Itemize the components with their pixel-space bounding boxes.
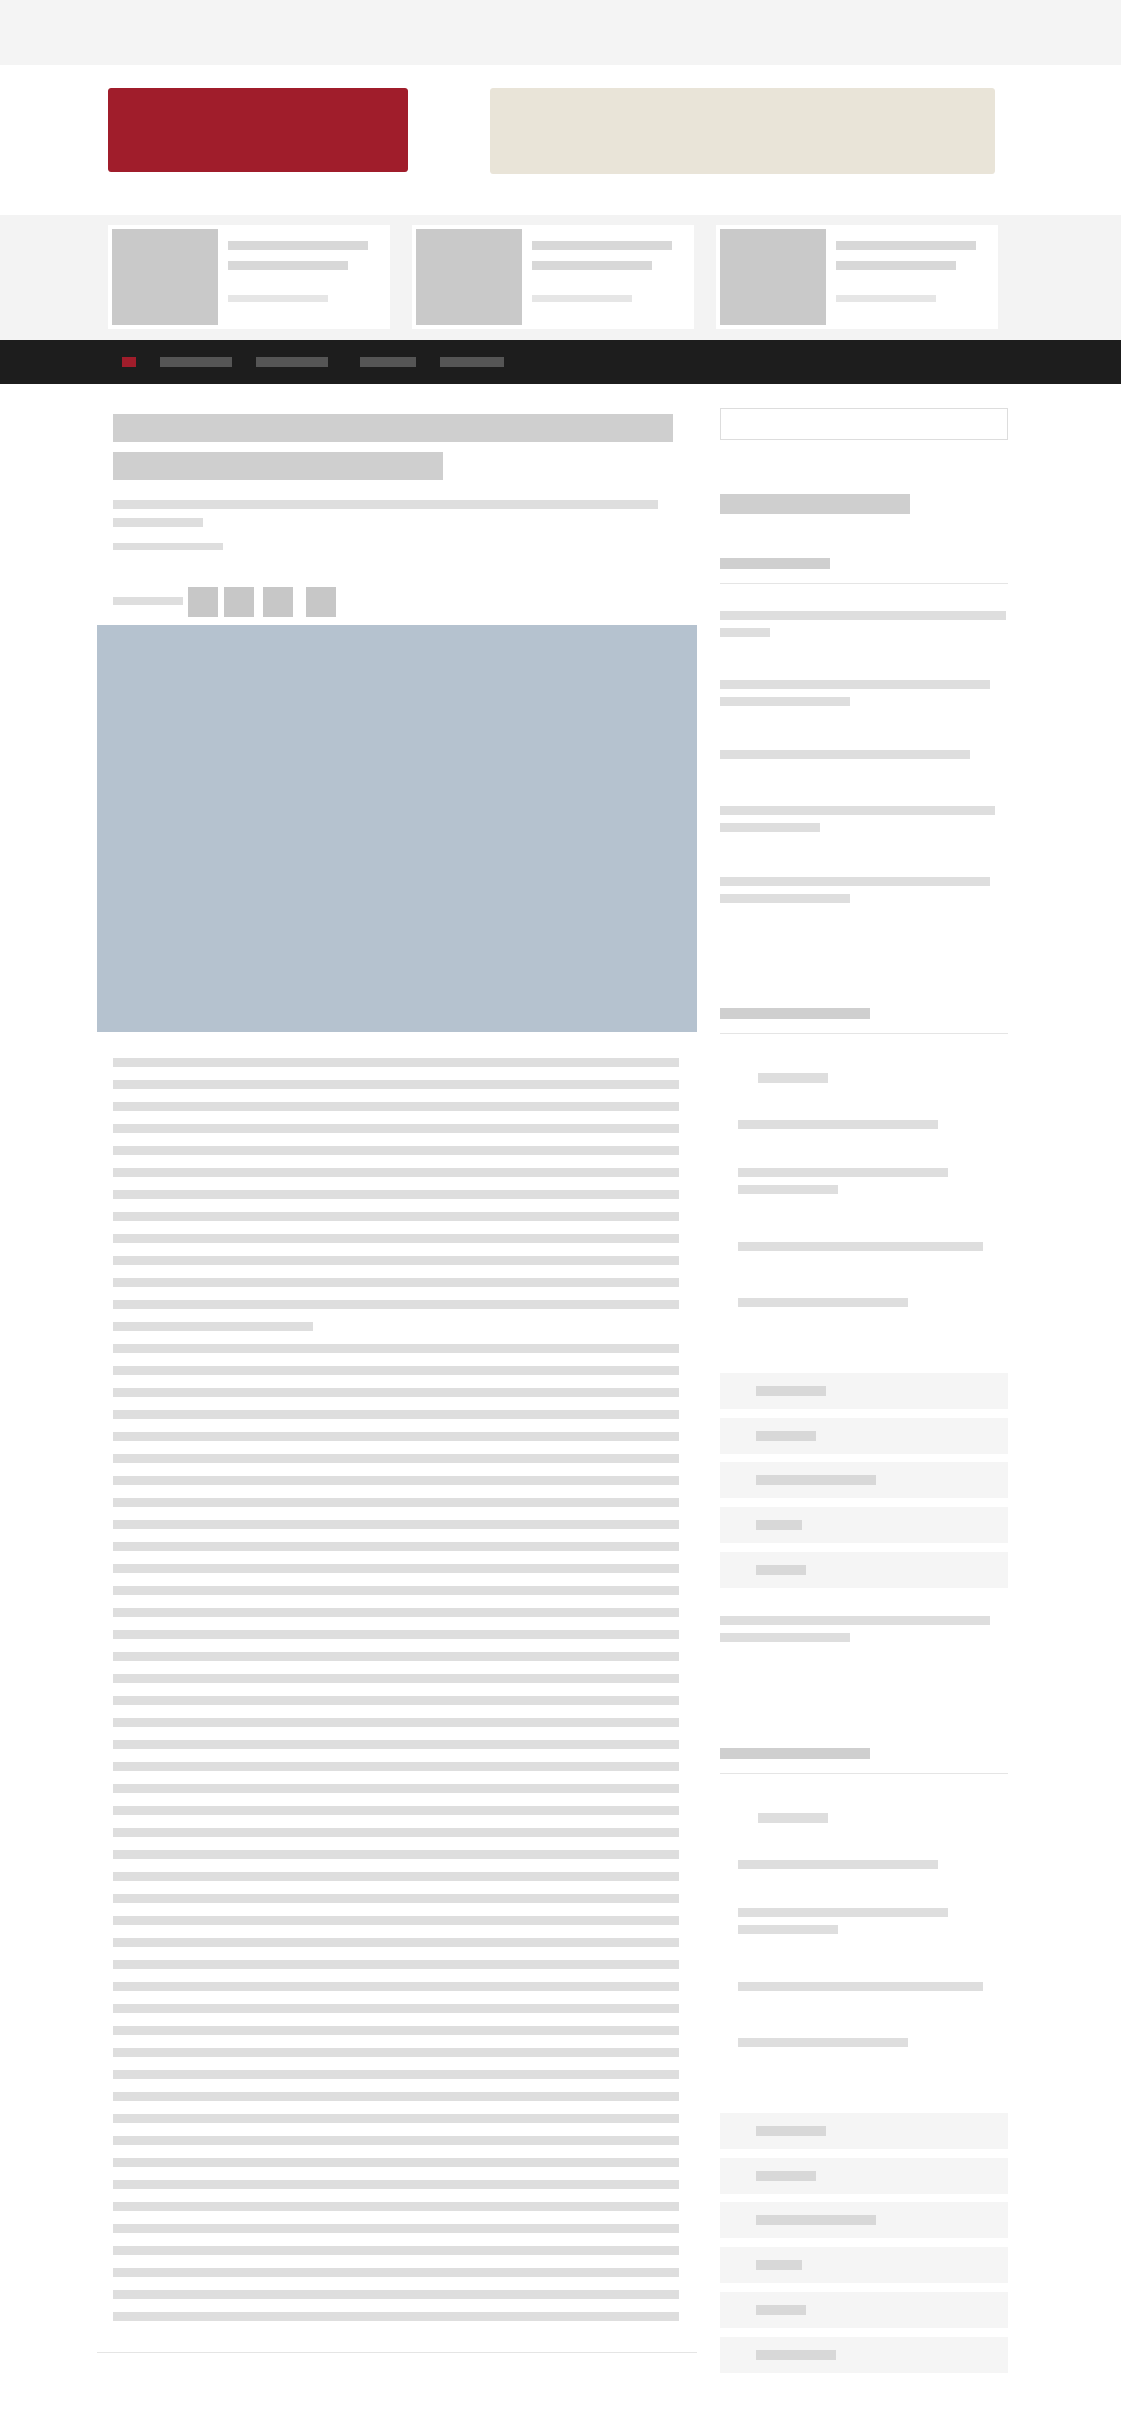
category-row[interactable]: [720, 2158, 1008, 2194]
list-item[interactable]: [738, 1908, 948, 1917]
list-item[interactable]: [720, 750, 970, 759]
teaser-card[interactable]: [716, 225, 998, 329]
list-item[interactable]: [720, 680, 990, 689]
ad-banner[interactable]: [490, 88, 995, 174]
teaser-card[interactable]: [412, 225, 694, 329]
list-item[interactable]: [738, 1860, 938, 1869]
article-title: [113, 414, 673, 442]
section-heading: [720, 558, 830, 569]
list-item[interactable]: [738, 1298, 908, 1307]
list-item[interactable]: [720, 894, 850, 903]
article-subtitle: [113, 518, 203, 527]
nav-logo-icon[interactable]: [122, 357, 136, 367]
sidebar-title[interactable]: [720, 494, 910, 514]
category-title[interactable]: [758, 1073, 828, 1083]
teaser-card[interactable]: [108, 225, 390, 329]
article-end-divider: [97, 2352, 697, 2353]
list-item[interactable]: [720, 877, 990, 886]
search-input[interactable]: [720, 408, 1008, 440]
category-row[interactable]: [720, 2337, 1008, 2373]
main-nav: [0, 340, 1121, 384]
list-item[interactable]: [720, 1633, 850, 1642]
list-item[interactable]: [738, 2038, 908, 2047]
list-item[interactable]: [738, 1925, 838, 1934]
list-item[interactable]: [738, 1242, 983, 1251]
divider: [720, 1773, 1008, 1774]
list-item[interactable]: [720, 611, 1006, 620]
divider: [720, 583, 1008, 584]
section-heading: [720, 1008, 870, 1019]
category-row[interactable]: [720, 2113, 1008, 2149]
nav-item[interactable]: [160, 357, 232, 367]
article-image: [97, 625, 697, 1032]
nav-item[interactable]: [256, 357, 328, 367]
category-row[interactable]: [720, 1507, 1008, 1543]
list-item[interactable]: [720, 628, 770, 637]
nav-item[interactable]: [360, 357, 416, 367]
category-row[interactable]: [720, 2247, 1008, 2283]
section-heading: [720, 1748, 870, 1759]
share-label: [113, 597, 183, 605]
category-row[interactable]: [720, 2292, 1008, 2328]
list-item[interactable]: [738, 1168, 948, 1177]
list-item[interactable]: [720, 1616, 990, 1625]
share-twitter-button[interactable]: [224, 587, 254, 617]
share-google-button[interactable]: [263, 587, 293, 617]
article-title: [113, 452, 443, 480]
category-title[interactable]: [758, 1813, 828, 1823]
category-row[interactable]: [720, 1418, 1008, 1454]
list-item[interactable]: [738, 1185, 838, 1194]
list-item[interactable]: [738, 1120, 938, 1129]
share-facebook-button[interactable]: [188, 587, 218, 617]
category-row[interactable]: [720, 1373, 1008, 1409]
list-item[interactable]: [720, 823, 820, 832]
nav-item[interactable]: [440, 357, 504, 367]
list-item[interactable]: [738, 1982, 983, 1991]
logo[interactable]: [108, 88, 408, 172]
category-row[interactable]: [720, 1552, 1008, 1588]
share-linkedin-button[interactable]: [306, 587, 336, 617]
article-subtitle: [113, 500, 658, 509]
list-item[interactable]: [720, 697, 850, 706]
article-date: [113, 543, 223, 550]
category-row[interactable]: [720, 1462, 1008, 1498]
list-item[interactable]: [720, 806, 995, 815]
category-row[interactable]: [720, 2202, 1008, 2238]
divider: [720, 1033, 1008, 1034]
top-strip: [0, 0, 1121, 65]
